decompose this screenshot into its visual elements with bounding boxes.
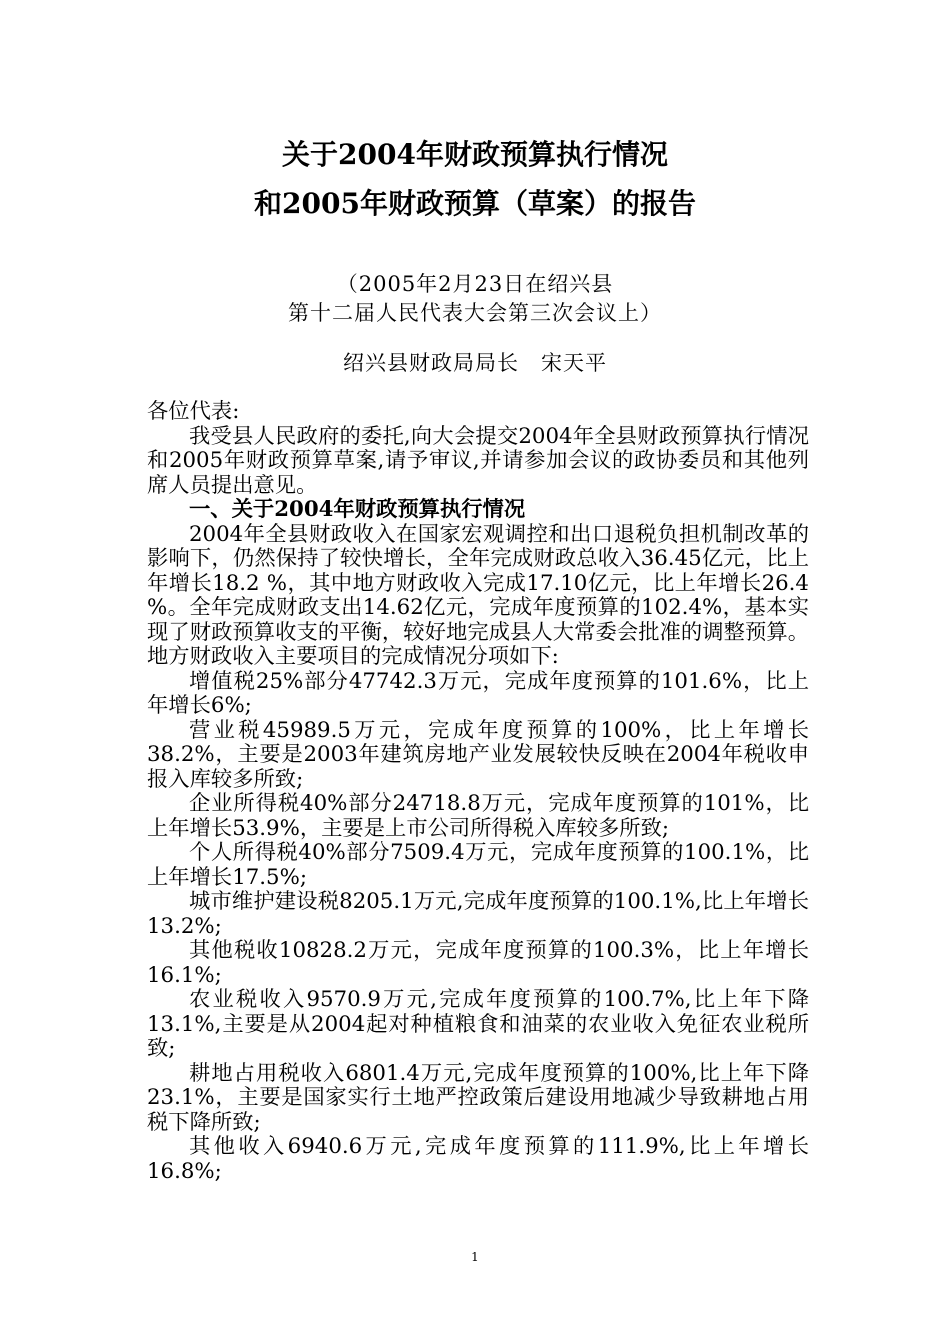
revenue-item-vat: 增值税25%部分47742.3万元，完成年度预算的101.6%，比上年增长6%; [147,668,809,718]
report-title-line-2: 和2005年财政预算（草案）的报告 [254,187,696,220]
summary-paragraph: 2004年全县财政收入在国家宏观调控和出口退税负担机制改革的影响下，仍然保持了较快增长，全年完成财政总收入36.45亿元，比上年增长18.2 %，其中地方财政收入完成17.10亿元，比上年增长26.4 %。全年完成财政支出14.62亿元，完成年度预算的102.4%，基本实现了财政预算收支的平衡，较好地完成县人大常委会批准的调整预算。地方财政收入主要项目的完成情况分项如下: [147,521,809,669]
revenue-item-farmland-occupation-tax: 耕地占用税收入6801.4万元,完成年度预算的100%,比上年下降23.1%，主要是国家实行土地严控政策后建设用地减少导致耕地占用税下降所致; [147,1060,809,1135]
meeting-info-line-2: 第十二届人民代表大会第三次会议上） [288,301,662,325]
section-1-heading: 一、关于2004年财政预算执行情况 [189,497,526,522]
revenue-item-corporate-income-tax: 企业所得税40%部分24718.8万元，完成年度预算的101%，比上年增长53.9%，主要是上市公司所得税入库较多所致; [147,791,809,841]
meeting-info-line-1: （2005年2月23日在绍兴县 [336,272,614,296]
revenue-item-agricultural-tax: 农业税收入9570.9万元,完成年度预算的100.7%,比上年下降13.1%,主要是从2004起对种植粮食和油菜的农业收入免征农业税所致; [147,987,809,1061]
revenue-item-business-tax: 营业税45989.5万元，完成年度预算的100%，比上年增长38.2%，主要是2003年建筑房地产业发展较快反映在2004年税收申报入库较多所致; [147,717,809,792]
author-line: 绍兴县财政局局长 宋天平 [343,351,607,375]
revenue-item-personal-income-tax: 个人所得税40%部分7509.4万元，完成年度预算的100.1%，比上年增长17.5%; [147,840,809,890]
page-number: 1 [471,1250,479,1264]
revenue-item-urban-construction-tax: 城市维护建设税8205.1万元,完成年度预算的100.1%,比上年增长13.2%; [147,889,809,939]
salutation: 各位代表: [147,399,240,424]
revenue-item-other-income: 其他收入6940.6万元,完成年度预算的111.9%,比上年增长16.8%; [147,1134,809,1184]
report-body [147,400,809,1184]
report-title-line-1: 关于2004年财政预算执行情况 [282,138,668,171]
intro-paragraph: 我受县人民政府的委托,向大会提交2004年全县财政预算执行情况和2005年财政预算草案,请予审议,并请参加会议的政协委员和其他列席人员提出意见。 [147,423,809,498]
revenue-item-other-taxes: 其他税收10828.2万元，完成年度预算的100.3%，比上年增长16.1%; [147,938,809,988]
